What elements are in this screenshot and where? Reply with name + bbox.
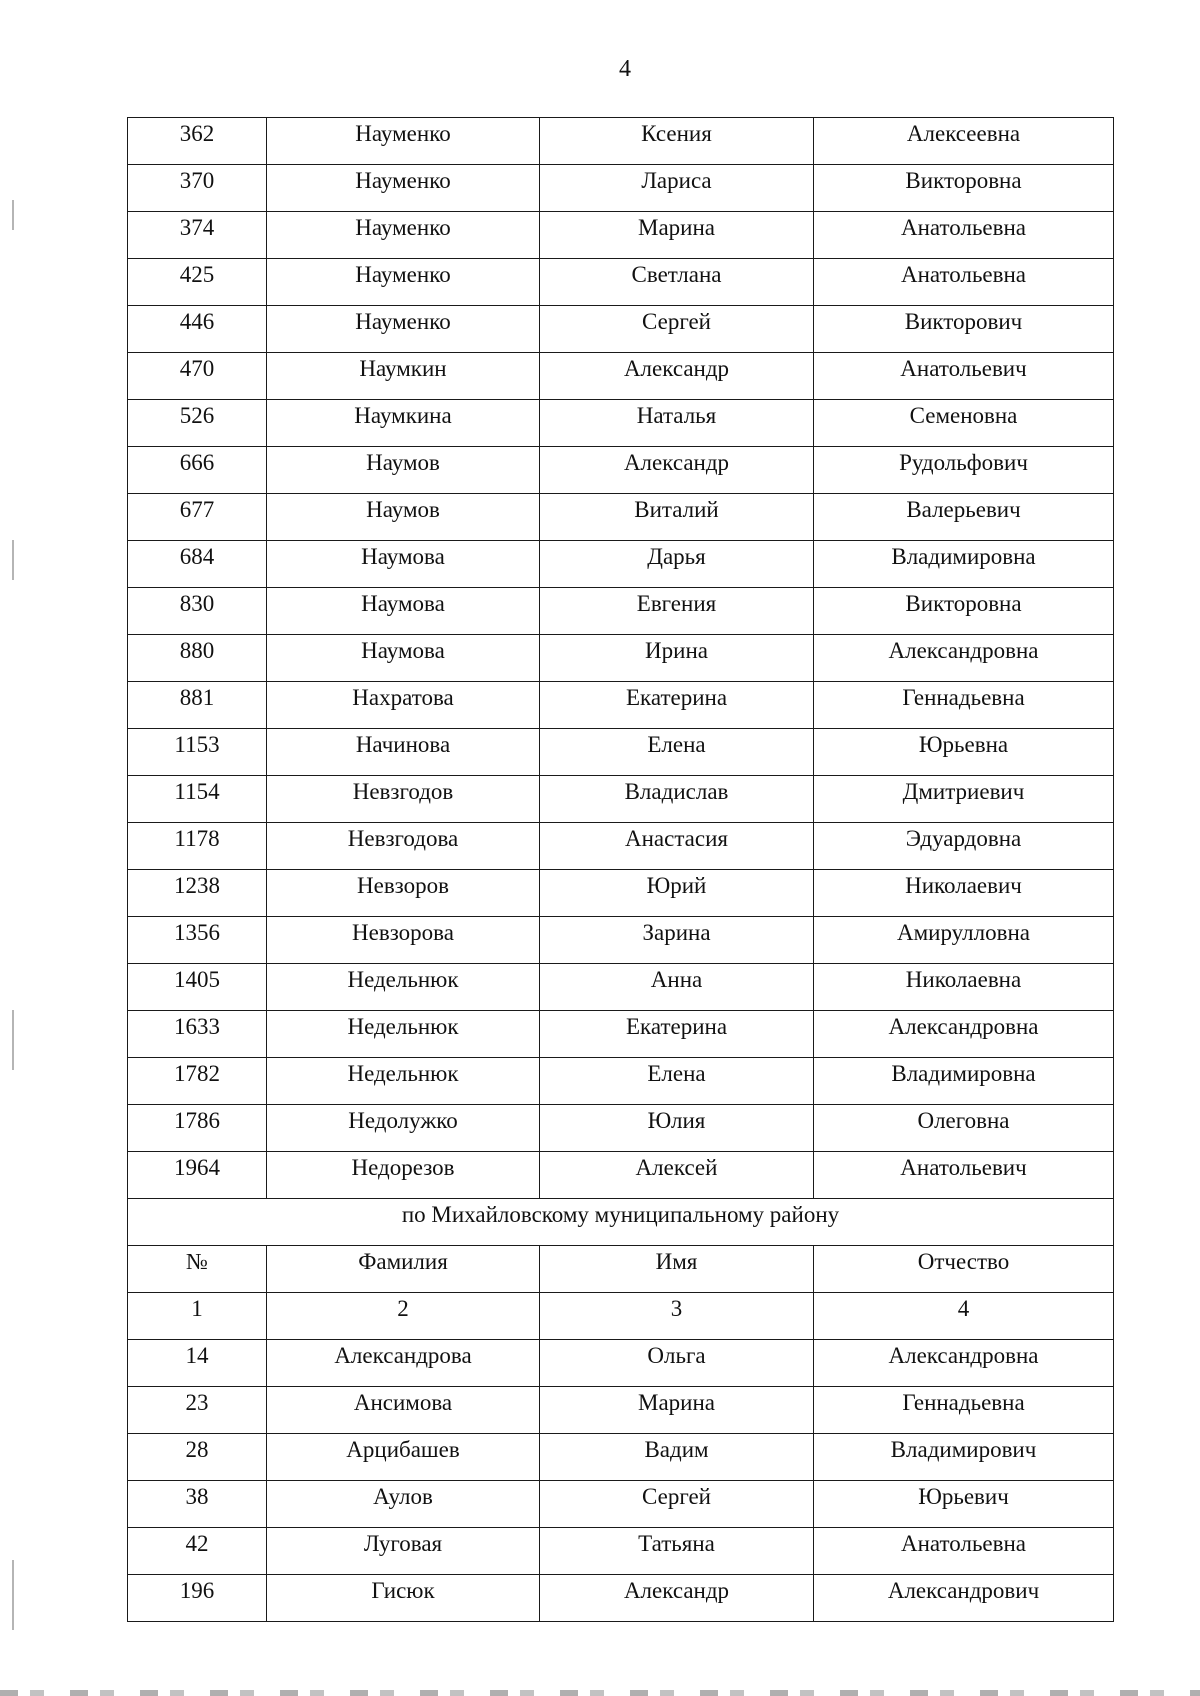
table-row bbox=[128, 1434, 1114, 1481]
id-cell bbox=[128, 1293, 267, 1340]
patronymic-cell bbox=[814, 870, 1114, 917]
id-cell bbox=[128, 1575, 267, 1622]
scan-artifact bbox=[12, 540, 14, 580]
id-text: 1238 bbox=[174, 873, 220, 898]
id-cell bbox=[128, 447, 267, 494]
patronymic-cell bbox=[814, 1528, 1114, 1575]
patronymic-text: Рудольфович bbox=[899, 450, 1028, 475]
surname-text: Арцибашев bbox=[346, 1437, 460, 1462]
id-cell bbox=[128, 353, 267, 400]
patronymic-cell bbox=[814, 447, 1114, 494]
name-text: Екатерина bbox=[625, 1014, 728, 1039]
table-row bbox=[128, 917, 1114, 964]
surname-cell bbox=[267, 212, 540, 259]
name-text: Зарина bbox=[642, 920, 711, 945]
surname-cell bbox=[267, 400, 540, 447]
table-row bbox=[128, 1481, 1114, 1528]
name-cell bbox=[540, 1246, 814, 1293]
name-cell bbox=[540, 494, 814, 541]
id-text: 446 bbox=[179, 309, 215, 334]
name-text: Вадим bbox=[644, 1437, 709, 1462]
table-row bbox=[128, 212, 1114, 259]
patronymic-text: Анатольевна bbox=[900, 1531, 1027, 1556]
surname-text: Наумова bbox=[361, 544, 445, 569]
surname-cell bbox=[267, 1246, 540, 1293]
patronymic-text: Владимирович bbox=[890, 1437, 1037, 1462]
surname-cell bbox=[267, 964, 540, 1011]
section-title: по Михайловскому муниципальному району bbox=[401, 1202, 840, 1227]
patronymic-text: Юрьевна bbox=[918, 732, 1009, 757]
surname-cell bbox=[267, 259, 540, 306]
name-text: Владислав bbox=[624, 779, 729, 804]
page-number: 4 bbox=[619, 56, 631, 82]
surname-text: Александрова bbox=[334, 1343, 472, 1368]
id-text: 14 bbox=[185, 1343, 209, 1368]
surname-cell bbox=[267, 1481, 540, 1528]
name-text: Юрий bbox=[646, 873, 707, 898]
id-cell bbox=[128, 1481, 267, 1528]
name-text: Елена bbox=[647, 732, 706, 757]
surname-cell bbox=[267, 729, 540, 776]
id-cell bbox=[128, 635, 267, 682]
surname-cell bbox=[267, 635, 540, 682]
name-text: Евгения bbox=[636, 591, 717, 616]
id-cell bbox=[128, 964, 267, 1011]
id-text: 425 bbox=[179, 262, 215, 287]
surname-cell bbox=[267, 682, 540, 729]
patronymic-text: Юрьевич bbox=[918, 1484, 1009, 1509]
id-cell bbox=[128, 729, 267, 776]
name-cell bbox=[540, 635, 814, 682]
surname-text: Луговая bbox=[363, 1531, 443, 1556]
patronymic-text: Викторовна bbox=[905, 591, 1022, 616]
id-text: 196 bbox=[179, 1578, 215, 1603]
id-text: 470 bbox=[179, 356, 215, 381]
name-cell bbox=[540, 1105, 814, 1152]
surname-cell bbox=[267, 1528, 540, 1575]
table-row bbox=[128, 1152, 1114, 1199]
id-cell bbox=[128, 682, 267, 729]
patronymic-cell bbox=[814, 1481, 1114, 1528]
surname-cell bbox=[267, 917, 540, 964]
name-text: Анна bbox=[650, 967, 703, 992]
surname-text: Науменко bbox=[355, 262, 451, 287]
name-cell bbox=[540, 447, 814, 494]
scan-artifact bbox=[12, 1560, 14, 1630]
surname-cell bbox=[267, 1293, 540, 1340]
patronymic-text: 4 bbox=[957, 1296, 970, 1321]
name-cell bbox=[540, 1387, 814, 1434]
surname-text: Недолужко bbox=[348, 1108, 458, 1133]
surname-cell bbox=[267, 165, 540, 212]
patronymic-text: Александровна bbox=[888, 1014, 1039, 1039]
name-text: Наталья bbox=[636, 403, 717, 428]
patronymic-cell bbox=[814, 917, 1114, 964]
name-text: Виталий bbox=[634, 497, 719, 522]
id-text: № bbox=[186, 1249, 208, 1274]
surname-text: Аулов bbox=[373, 1484, 433, 1509]
id-text: 526 bbox=[179, 403, 215, 428]
table-row bbox=[128, 494, 1114, 541]
scan-artifact bbox=[12, 200, 14, 230]
table-row bbox=[128, 1105, 1114, 1152]
id-cell bbox=[128, 588, 267, 635]
name-text: Ирина bbox=[645, 638, 708, 663]
name-cell bbox=[540, 1152, 814, 1199]
id-text: 23 bbox=[185, 1390, 209, 1415]
id-cell bbox=[128, 400, 267, 447]
name-cell bbox=[540, 917, 814, 964]
name-cell bbox=[540, 1434, 814, 1481]
patronymic-text: Николаевна bbox=[905, 967, 1022, 992]
patronymic-text: Анатольевна bbox=[900, 262, 1027, 287]
id-text: 881 bbox=[179, 685, 215, 710]
name-text: Ольга bbox=[647, 1343, 706, 1368]
name-text: Александр bbox=[623, 450, 730, 475]
surname-text: Недорезов bbox=[351, 1155, 455, 1180]
patronymic-cell bbox=[814, 400, 1114, 447]
id-text: 666 bbox=[179, 450, 215, 475]
patronymic-text: Анатольевич bbox=[900, 356, 1027, 381]
id-cell bbox=[128, 165, 267, 212]
name-text: Лариса bbox=[641, 168, 712, 193]
roster-table bbox=[127, 117, 1114, 1622]
table-row bbox=[128, 1340, 1114, 1387]
id-text: 28 bbox=[185, 1437, 209, 1462]
patronymic-text: Викторович bbox=[904, 309, 1023, 334]
id-text: 1178 bbox=[174, 826, 220, 851]
name-text: Марина bbox=[638, 215, 715, 240]
patronymic-cell bbox=[814, 306, 1114, 353]
patronymic-cell bbox=[814, 118, 1114, 165]
surname-cell bbox=[267, 776, 540, 823]
patronymic-text: Амирулловна bbox=[897, 920, 1030, 945]
name-cell bbox=[540, 118, 814, 165]
table-row bbox=[128, 165, 1114, 212]
surname-text: 2 bbox=[397, 1296, 409, 1321]
surname-cell bbox=[267, 588, 540, 635]
name-text: Светлана bbox=[631, 262, 722, 287]
id-cell bbox=[128, 776, 267, 823]
patronymic-text: Владимировна bbox=[891, 1061, 1036, 1086]
patronymic-text: Семеновна bbox=[909, 403, 1018, 428]
id-text: 1633 bbox=[174, 1014, 220, 1039]
table-row bbox=[128, 541, 1114, 588]
name-text: Дарья bbox=[647, 544, 706, 569]
patronymic-text: Отчество bbox=[917, 1249, 1010, 1274]
id-text: 1782 bbox=[174, 1061, 220, 1086]
surname-cell bbox=[267, 1575, 540, 1622]
id-cell bbox=[128, 494, 267, 541]
table-row bbox=[128, 1575, 1114, 1622]
patronymic-cell bbox=[814, 588, 1114, 635]
id-cell bbox=[128, 541, 267, 588]
name-cell bbox=[540, 212, 814, 259]
id-cell bbox=[128, 1105, 267, 1152]
name-text: Анастасия bbox=[625, 826, 728, 851]
surname-text: Гисюк bbox=[371, 1578, 435, 1603]
name-cell bbox=[540, 823, 814, 870]
surname-text: Наумкин bbox=[359, 356, 447, 381]
patronymic-cell bbox=[814, 1293, 1114, 1340]
patronymic-cell bbox=[814, 635, 1114, 682]
id-cell bbox=[128, 1152, 267, 1199]
patronymic-cell bbox=[814, 1246, 1114, 1293]
table-row bbox=[128, 1528, 1114, 1575]
surname-cell bbox=[267, 1387, 540, 1434]
surname-text: Невзгодов bbox=[352, 779, 454, 804]
surname-cell bbox=[267, 306, 540, 353]
id-text: 1786 bbox=[174, 1108, 220, 1133]
name-cell bbox=[540, 1481, 814, 1528]
id-cell bbox=[128, 823, 267, 870]
id-text: 1405 bbox=[174, 967, 220, 992]
patronymic-cell bbox=[814, 1105, 1114, 1152]
table-row bbox=[128, 588, 1114, 635]
table-row bbox=[128, 776, 1114, 823]
patronymic-cell bbox=[814, 1058, 1114, 1105]
surname-cell bbox=[267, 1105, 540, 1152]
table-row bbox=[128, 964, 1114, 1011]
patronymic-cell bbox=[814, 729, 1114, 776]
table-row bbox=[128, 118, 1114, 165]
name-cell bbox=[540, 259, 814, 306]
name-cell bbox=[540, 588, 814, 635]
table-row bbox=[128, 729, 1114, 776]
table-row bbox=[128, 635, 1114, 682]
surname-text: Недельнюк bbox=[347, 967, 459, 992]
id-text: 684 bbox=[179, 544, 215, 569]
name-cell bbox=[540, 353, 814, 400]
id-cell bbox=[128, 212, 267, 259]
section-title-cell bbox=[128, 1199, 1114, 1246]
patronymic-text: Эдуардовна bbox=[905, 826, 1022, 851]
id-text: 1 bbox=[191, 1296, 203, 1321]
name-cell bbox=[540, 306, 814, 353]
name-cell bbox=[540, 165, 814, 212]
surname-text: Науменко bbox=[355, 309, 451, 334]
surname-cell bbox=[267, 1340, 540, 1387]
surname-cell bbox=[267, 1434, 540, 1481]
column-number-row bbox=[128, 1293, 1114, 1340]
patronymic-text: Викторовна bbox=[905, 168, 1022, 193]
id-cell bbox=[128, 259, 267, 306]
surname-text: Невзгодова bbox=[347, 826, 459, 851]
scan-bottom-edge bbox=[0, 1690, 1200, 1696]
surname-text: Невзоров bbox=[357, 873, 449, 898]
patronymic-text: Валерьевич bbox=[906, 497, 1021, 522]
id-cell bbox=[128, 1340, 267, 1387]
surname-cell bbox=[267, 541, 540, 588]
id-cell bbox=[128, 1011, 267, 1058]
name-text: Алексей bbox=[635, 1155, 718, 1180]
patronymic-text: Николаевич bbox=[905, 873, 1022, 898]
section-title-row bbox=[128, 1199, 1114, 1246]
name-cell bbox=[540, 729, 814, 776]
name-cell bbox=[540, 1340, 814, 1387]
surname-text: Начинова bbox=[355, 732, 451, 757]
table-row bbox=[128, 823, 1114, 870]
name-text: Елена bbox=[647, 1061, 706, 1086]
surname-text: Науменко bbox=[355, 168, 451, 193]
id-text: 42 bbox=[185, 1531, 209, 1556]
id-cell bbox=[128, 118, 267, 165]
patronymic-text: Геннадьевна bbox=[902, 1390, 1025, 1415]
name-text: Сергей bbox=[642, 1484, 711, 1509]
surname-text: Ансимова bbox=[353, 1390, 453, 1415]
name-cell bbox=[540, 776, 814, 823]
name-cell bbox=[540, 964, 814, 1011]
surname-cell bbox=[267, 1058, 540, 1105]
name-text: Сергей bbox=[642, 309, 711, 334]
patronymic-cell bbox=[814, 541, 1114, 588]
name-text: 3 bbox=[670, 1296, 683, 1321]
patronymic-cell bbox=[814, 964, 1114, 1011]
id-cell bbox=[128, 870, 267, 917]
id-cell bbox=[128, 1058, 267, 1105]
surname-cell bbox=[267, 870, 540, 917]
patronymic-text: Геннадьевна bbox=[902, 685, 1025, 710]
surname-text: Науменко bbox=[355, 215, 451, 240]
surname-cell bbox=[267, 1011, 540, 1058]
id-text: 370 bbox=[179, 168, 215, 193]
patronymic-cell bbox=[814, 494, 1114, 541]
table-row bbox=[128, 1011, 1114, 1058]
id-cell bbox=[128, 1387, 267, 1434]
id-text: 677 bbox=[179, 497, 215, 522]
surname-cell bbox=[267, 823, 540, 870]
name-cell bbox=[540, 1293, 814, 1340]
patronymic-text: Анатольевна bbox=[900, 215, 1027, 240]
patronymic-text: Алексеевна bbox=[906, 121, 1021, 146]
surname-text: Наумова bbox=[361, 638, 445, 663]
patronymic-text: Александрович bbox=[887, 1578, 1040, 1603]
name-cell bbox=[540, 541, 814, 588]
scan-artifact bbox=[12, 1010, 14, 1070]
name-text: Александр bbox=[623, 356, 730, 381]
name-text: Татьяна bbox=[638, 1531, 715, 1556]
surname-cell bbox=[267, 118, 540, 165]
table-row bbox=[128, 306, 1114, 353]
name-text: Юлия bbox=[647, 1108, 706, 1133]
table-row bbox=[128, 870, 1114, 917]
patronymic-cell bbox=[814, 1434, 1114, 1481]
surname-text: Наумова bbox=[361, 591, 445, 616]
name-text: Имя bbox=[655, 1249, 698, 1274]
id-cell bbox=[128, 306, 267, 353]
name-cell bbox=[540, 1058, 814, 1105]
table-row bbox=[128, 400, 1114, 447]
name-text: Екатерина bbox=[625, 685, 728, 710]
id-text: 1964 bbox=[174, 1155, 220, 1180]
name-cell bbox=[540, 870, 814, 917]
patronymic-cell bbox=[814, 776, 1114, 823]
id-cell bbox=[128, 1528, 267, 1575]
id-text: 880 bbox=[179, 638, 215, 663]
name-text: Марина bbox=[638, 1390, 715, 1415]
table-row bbox=[128, 353, 1114, 400]
surname-text: Науменко bbox=[355, 121, 451, 146]
name-cell bbox=[540, 1575, 814, 1622]
patronymic-cell bbox=[814, 682, 1114, 729]
header-row bbox=[128, 1246, 1114, 1293]
surname-text: Нахратова bbox=[352, 685, 454, 710]
patronymic-text: Александровна bbox=[888, 1343, 1039, 1368]
surname-text: Недельнюк bbox=[347, 1014, 459, 1039]
table-row bbox=[128, 447, 1114, 494]
surname-cell bbox=[267, 353, 540, 400]
id-text: 38 bbox=[185, 1484, 209, 1509]
patronymic-cell bbox=[814, 1340, 1114, 1387]
id-text: 1356 bbox=[174, 920, 220, 945]
id-cell bbox=[128, 917, 267, 964]
surname-text: Недельнюк bbox=[347, 1061, 459, 1086]
name-cell bbox=[540, 400, 814, 447]
patronymic-cell bbox=[814, 1011, 1114, 1058]
patronymic-text: Олеговна bbox=[917, 1108, 1010, 1133]
name-cell bbox=[540, 1011, 814, 1058]
patronymic-text: Дмитриевич bbox=[902, 779, 1025, 804]
patronymic-text: Анатольевич bbox=[900, 1155, 1027, 1180]
id-text: 362 bbox=[179, 121, 215, 146]
name-text: Ксения bbox=[641, 121, 712, 146]
id-text: 1154 bbox=[174, 779, 220, 804]
name-cell bbox=[540, 682, 814, 729]
surname-text: Фамилия bbox=[358, 1249, 448, 1274]
table-row bbox=[128, 1387, 1114, 1434]
table-row bbox=[128, 259, 1114, 306]
patronymic-cell bbox=[814, 259, 1114, 306]
surname-text: Наумов bbox=[366, 497, 440, 522]
patronymic-cell bbox=[814, 1152, 1114, 1199]
patronymic-cell bbox=[814, 1387, 1114, 1434]
patronymic-cell bbox=[814, 353, 1114, 400]
surname-cell bbox=[267, 447, 540, 494]
surname-text: Наумов bbox=[366, 450, 440, 475]
patronymic-cell bbox=[814, 823, 1114, 870]
name-cell bbox=[540, 1528, 814, 1575]
roster-body bbox=[128, 118, 1114, 1622]
patronymic-text: Владимировна bbox=[891, 544, 1036, 569]
name-text: Александр bbox=[623, 1578, 730, 1603]
table-row bbox=[128, 1058, 1114, 1105]
id-text: 830 bbox=[179, 591, 215, 616]
surname-cell bbox=[267, 494, 540, 541]
patronymic-cell bbox=[814, 165, 1114, 212]
surname-text: Невзорова bbox=[352, 920, 454, 945]
id-cell bbox=[128, 1246, 267, 1293]
surname-cell bbox=[267, 1152, 540, 1199]
patronymic-cell bbox=[814, 1575, 1114, 1622]
id-text: 1153 bbox=[174, 732, 220, 757]
id-cell bbox=[128, 1434, 267, 1481]
id-text: 374 bbox=[179, 215, 215, 240]
surname-text: Наумкина bbox=[354, 403, 452, 428]
patronymic-text: Александровна bbox=[888, 638, 1039, 663]
table-row bbox=[128, 682, 1114, 729]
patronymic-cell bbox=[814, 212, 1114, 259]
